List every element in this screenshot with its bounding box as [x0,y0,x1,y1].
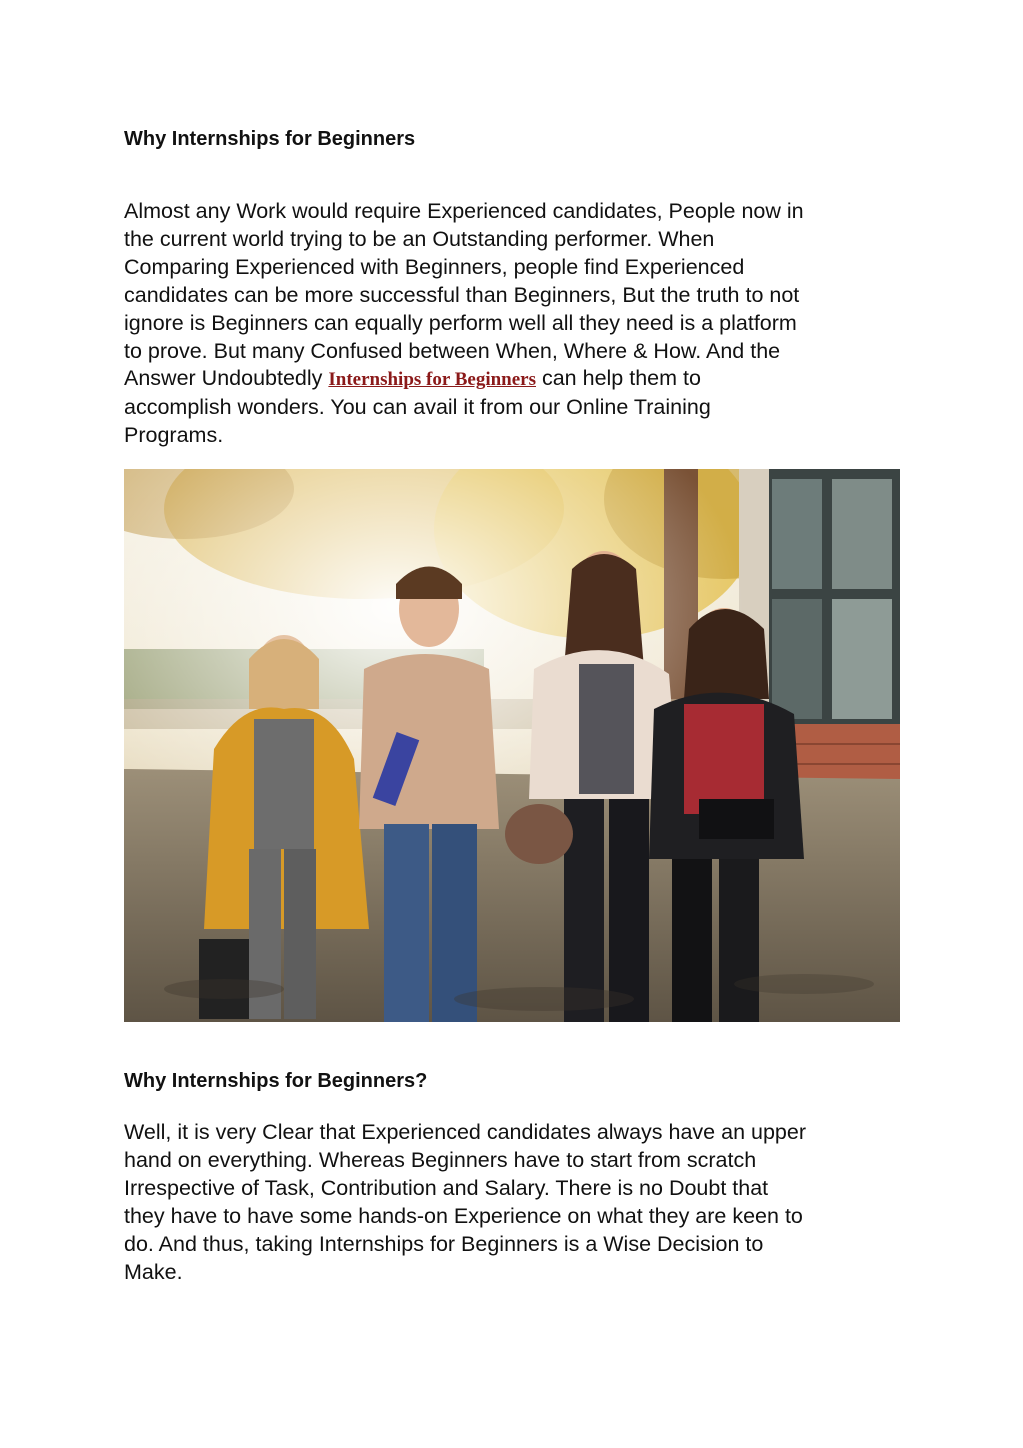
paragraph-line: do. And thus, taking Internships for Beginners is a Wise Decision to [124,1231,764,1256]
paragraph-line: Comparing Experienced with Beginners, people find Experienced [124,254,745,279]
link-prefix-text: Answer Undoubtedly [124,366,329,391]
paragraph-line: Almost any Work would require Experienced candidates, People now in [124,199,804,223]
section-heading: Why Internships for Beginners? [124,1070,428,1092]
paragraph-line: Irrespective of Task, Contribution and Salary. There is no Doubt that [124,1175,769,1200]
paragraph-line: ignore is Beginners can equally perform well all they need is a platform [124,310,797,335]
intro-paragraph [124,198,904,450]
students-walking-photo [124,469,900,1022]
paragraph-line-with-link [124,365,904,394]
body-paragraph [124,1119,904,1286]
paragraph-line: Programs. [124,423,224,448]
link-suffix-text: can help them to [536,366,701,391]
paragraph-line: Make. [124,1259,183,1284]
paragraph-line: the current world trying to be an Outstanding performer. When [124,226,715,251]
internships-link[interactable]: Internships for Beginners [328,369,536,391]
section-heading: Why Internships for Beginners [124,128,416,150]
paragraph-line: Well, it is very Clear that Experienced candidates always have an upper [124,1120,806,1144]
paragraph-line: candidates can be more successful than Beginners, But the truth to not [124,282,800,307]
paragraph-line: they have to have some hands-on Experience on what they are keen to [124,1203,803,1228]
paragraph-line: hand on everything. Whereas Beginners have to start from scratch [124,1147,757,1172]
paragraph-line: to prove. But many Confused between When, Where & How. And the [124,338,781,363]
paragraph-line: accomplish wonders. You can avail it from our Online Training [124,395,711,420]
